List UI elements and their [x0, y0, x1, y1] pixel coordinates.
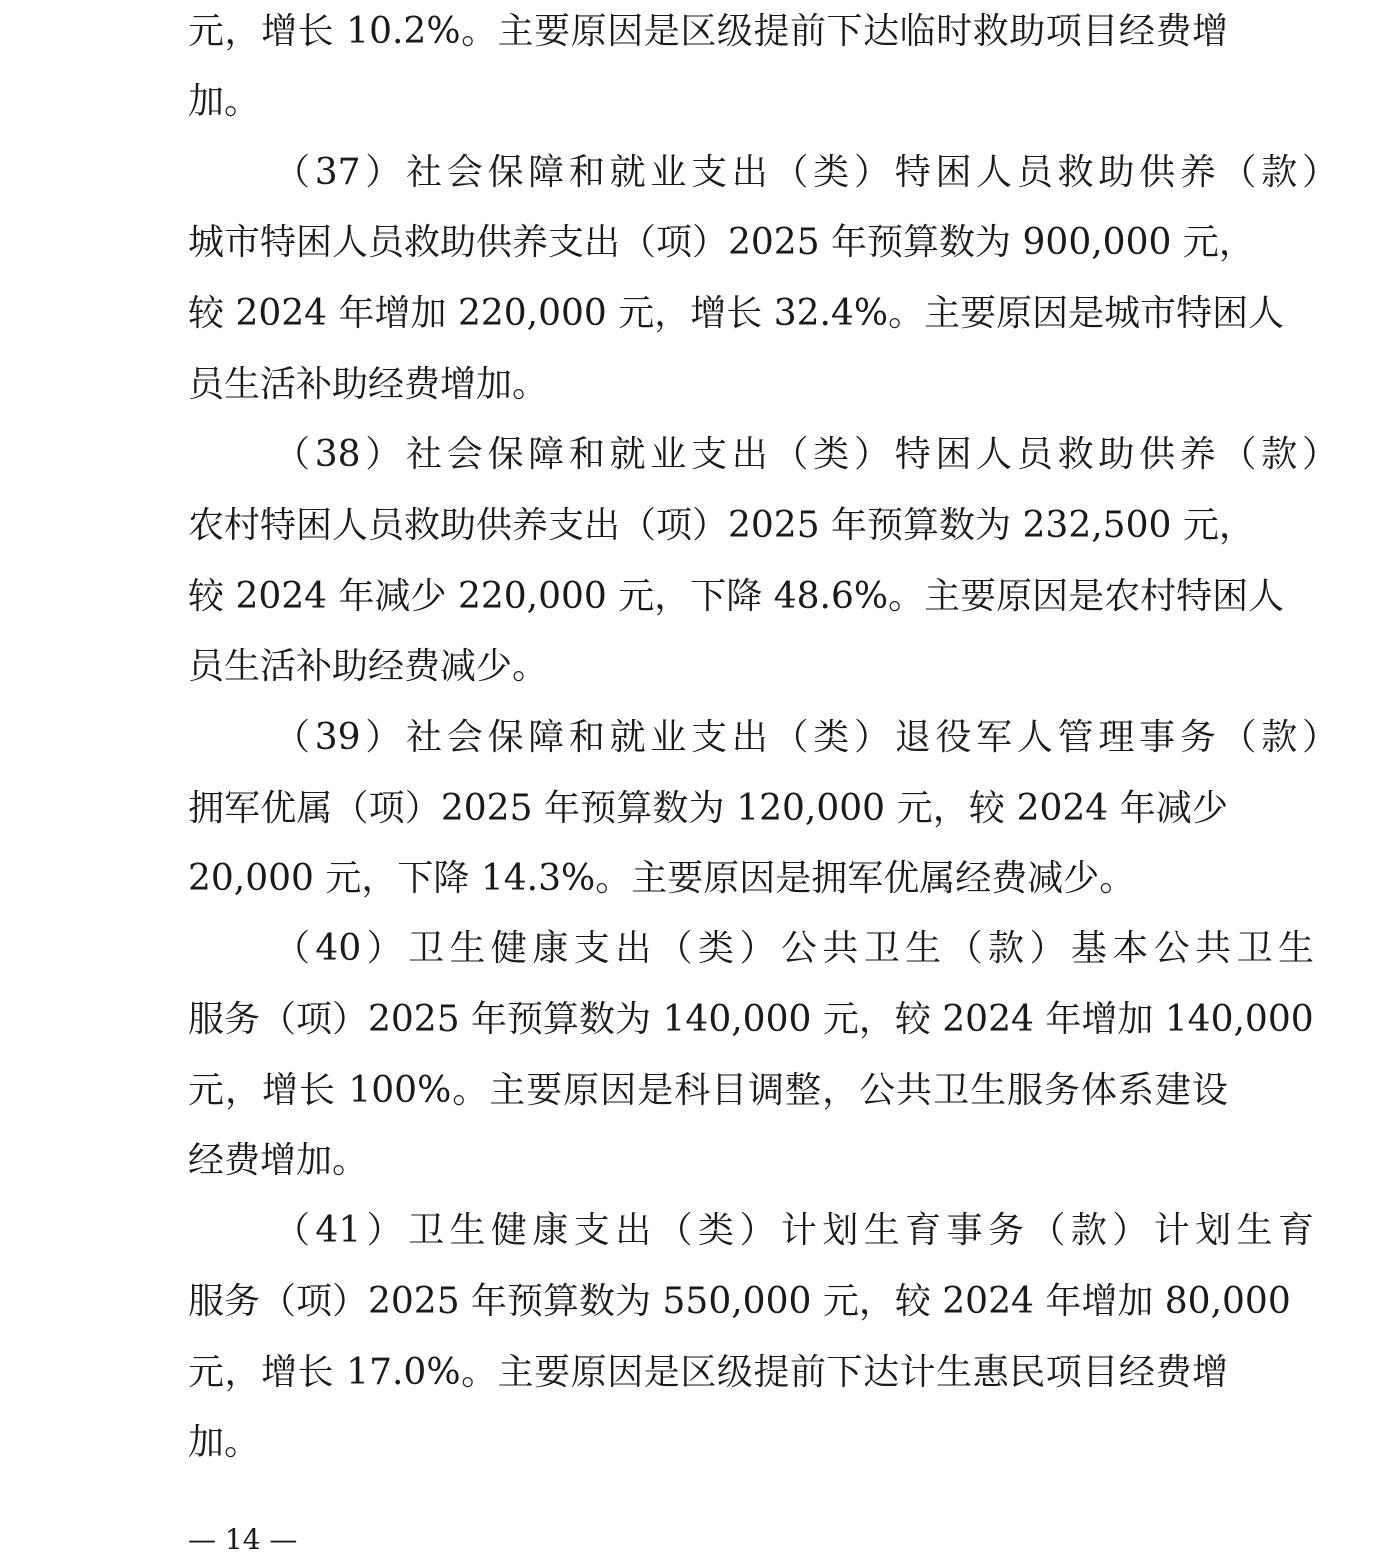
paragraph-40-line-4: 经费增加。 — [188, 1140, 369, 1181]
paragraph-41-line-3: 元，增长 17.0%。主要原因是区级提前下达计生惠民项目经费增 — [188, 1352, 1228, 1393]
paragraph-41-line-1: （41）卫生健康支出（类）计划生育事务（款）计划生育 — [274, 1210, 1314, 1251]
paragraph-37-line-3: 较 2024 年增加 220,000 元，增长 32.4%。主要原因是城市特困人 — [188, 293, 1285, 334]
paragraph-40-line-3: 元，增长 100%。主要原因是科目调整，公共卫生服务体系建设 — [188, 1070, 1228, 1111]
paragraph-38-line-4: 员生活补助经费减少。 — [188, 646, 549, 687]
paragraph-37-line-2: 城市特困人员救助供养支出（项）2025 年预算数为 900,000 元， — [188, 222, 1255, 263]
paragraph-37-line-4: 员生活补助经费增加。 — [188, 364, 549, 405]
paragraph-40-line-2: 服务（项）2025 年预算数为 140,000 元，较 2024 年增加 140,000 — [188, 999, 1314, 1040]
paragraph-37-line-1: （37）社会保障和就业支出（类）特困人员救助供养（款） — [274, 152, 1338, 193]
paragraph-36-line-2: 加。 — [188, 81, 261, 122]
paragraph-36-line-1: 元，增长 10.2%。主要原因是区级提前下达临时救助项目经费增 — [188, 11, 1228, 52]
paragraph-38-line-3: 较 2024 年减少 220,000 元，下降 48.6%。主要原因是农村特困人 — [188, 576, 1285, 617]
paragraph-38-line-2: 农村特困人员救助供养支出（项）2025 年预算数为 232,500 元， — [188, 505, 1255, 546]
paragraph-39-line-3: 20,000 元，下降 14.3%。主要原因是拥军优属经费减少。 — [188, 858, 1136, 899]
paragraph-41-line-4: 加。 — [188, 1422, 261, 1463]
paragraph-39-line-1: （39）社会保障和就业支出（类）退役军人管理事务（款） — [274, 717, 1338, 758]
paragraph-38-line-1: （38）社会保障和就业支出（类）特困人员救助供养（款） — [274, 434, 1338, 475]
paragraph-39-line-2: 拥军优属（项）2025 年预算数为 120,000 元，较 2024 年减少 — [188, 788, 1228, 829]
paragraph-40-line-1: （40）卫生健康支出（类）公共卫生（款）基本公共卫生 — [274, 928, 1314, 969]
page-number: — 14 — — [188, 1523, 298, 1556]
paragraph-41-line-2: 服务（项）2025 年预算数为 550,000 元，较 2024 年增加 80,000 — [188, 1281, 1291, 1322]
